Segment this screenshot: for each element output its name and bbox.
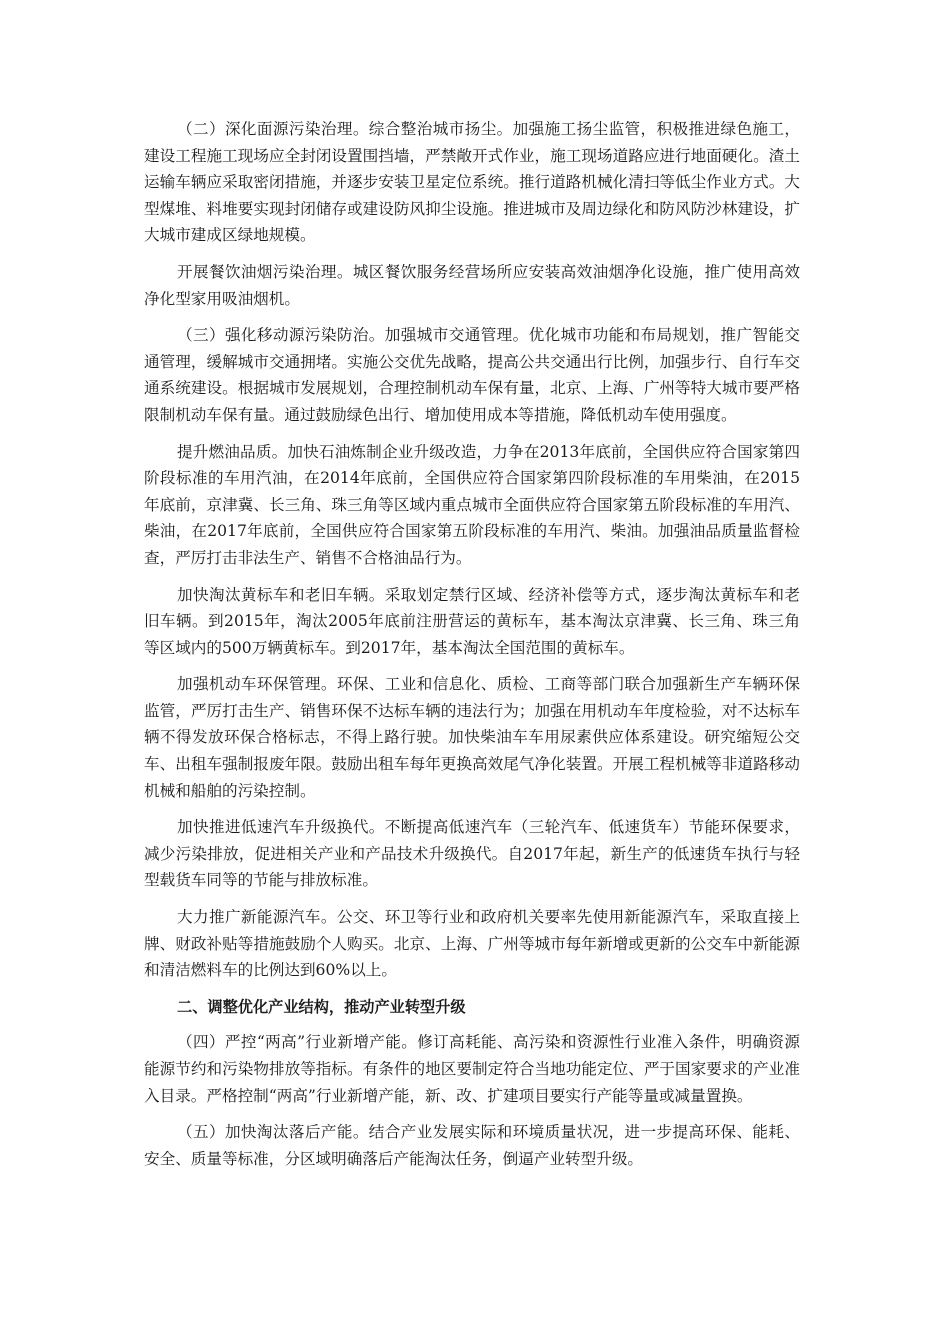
paragraph-new-energy-vehicles: 大力推广新能源汽车。公交、环卫等行业和政府机关要率先使用新能源汽车，采取直接上牌、财政补贴等措施鼓励个人购买。北京、上海、广州等城市每年新增或更新的公交车中新能源和清洁燃料车的比例达到60%以上。: [144, 908, 800, 980]
paragraph-mobile-source-pollution: （三）强化移动源污染防治。加强城市交通管理。优化城市功能和布局规划，推广智能交通管理，缓解城市交通拥堵。实施公交优先战略，提高公共交通出行比例，加强步行、自行车交通系统建设。根据城市发展规划，合理控制机动车保有量，北京、上海、广州等特大城市要严格限制机动车保有量。通过鼓励绿色出行、增加使用成本等措施，降低机动车使用强度。: [144, 326, 800, 424]
paragraph-yellow-label-vehicles: 加快淘汰黄标车和老旧车辆。采取划定禁行区域、经济补偿等方式，逐步淘汰黄标车和老旧车辆。到2015年，淘汰2005年底前注册营运的黄标车，基本淘汰京津冀、长三角、珠三角等区域内的500万辆黄标车。到2017年，基本淘汰全国范围的黄标车。: [144, 585, 800, 657]
paragraph-control-new-capacity: （四）严控“两高”行业新增产能。修订高耗能、高污染和资源性行业准入条件，明确资源能源节约和污染物排放等指标。有条件的地区要制定符合当地功能定位、严于国家要求的产业准入目录。严格控制“两高”行业新增产能，新、改、扩建项目要实行产能等量或减量置换。: [144, 1033, 800, 1105]
paragraph-vehicle-environmental-management: 加强机动车环保管理。环保、工业和信息化、质检、工商等部门联合加强新生产车辆环保监管，严厉打击生产、销售环保不达标车辆的违法行为；加强在用机动车年度检验，对不达标车辆不得发放环保合格标志，不得上路行驶。加快柴油车车用尿素供应体系建设。研究缩短公交车、出租车强制报废年限。鼓励出租车每年更换高效尾气净化装置。开展工程机械等非道路移动机械和船舶的污染控制。: [144, 675, 800, 800]
paragraph-fuel-quality: 提升燃油品质。加快石油炼制企业升级改造，力争在2013年底前，全国供应符合国家第四阶段标准的车用汽油，在2014年底前，全国供应符合国家第四阶段标准的车用柴油，在2015年底前，京津冀、长三角、珠三角等区域内重点城市全面供应符合国家第五阶段标准的车用汽、柴油，在2017年底前，全国供应符合国家第五阶段标准的车用汽、柴油。加强油品质量监督检查，严厉打击非法生产、销售不合格油品行为。: [144, 442, 800, 567]
document-body: [144, 116, 800, 1182]
section-heading: 二、调整优化产业结构，推动产业转型升级: [177, 997, 466, 1016]
paragraph-catering-fume: 开展餐饮油烟污染治理。城区餐饮服务经营场所应安装高效油烟净化设施，推广使用高效净化型家用吸油烟机。: [144, 262, 800, 308]
paragraph-surface-source-pollution: （二）深化面源污染治理。综合整治城市扬尘。加强施工扬尘监管，积极推进绿色施工，建设工程施工现场应全封闭设置围挡墙，严禁敞开式作业，施工现场道路应进行地面硬化。渣土运输车辆应采取密闭措施，并逐步安装卫星定位系统。推行道路机械化清扫等低尘作业方式。大型煤堆、料堆要实现封闭储存或建设防风抑尘设施。推进城市及周边绿化和防风防沙林建设，扩大城市建成区绿地规模。: [144, 120, 800, 245]
paragraph-low-speed-vehicles: 加快推进低速汽车升级换代。不断提高低速汽车（三轮汽车、低速货车）节能环保要求，减少污染排放，促进相关产业和产品技术升级换代。自2017年起，新生产的低速货车执行与轻型载货车同等的节能与排放标准。: [144, 818, 800, 890]
paragraph-eliminate-backward-capacity: （五）加快淘汰落后产能。结合产业发展实际和环境质量状况，进一步提高环保、能耗、安全、质量等标准，分区域明确落后产能淘汰任务，倒逼产业转型升级。: [144, 1123, 800, 1168]
